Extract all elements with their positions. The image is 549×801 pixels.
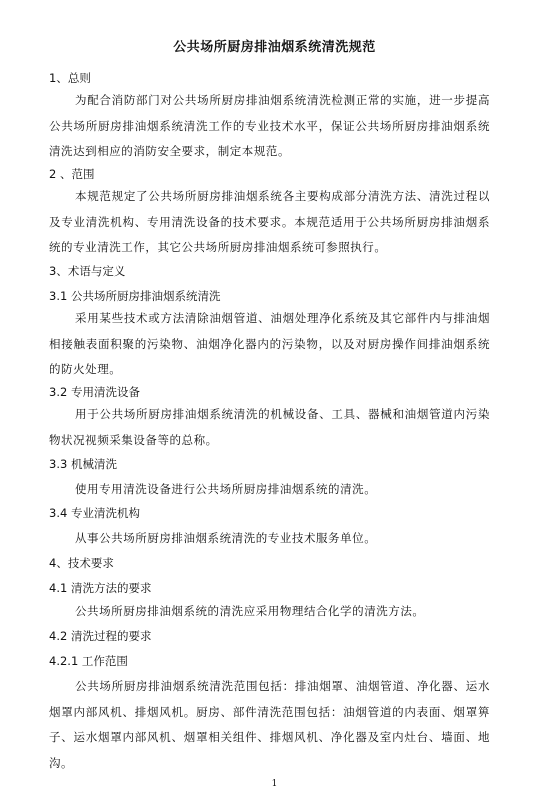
subsection-heading-4-2-1: 4.2.1 工作范围 xyxy=(49,654,128,668)
subsection-paragraph-3-1: 采用某些技术或方法清除油烟管道、油烟处理净化系统及其它部件内与排油烟相接触表面积聚的污染物、油烟净化器内的污染物，以及对厨房操作间排油烟系统的防火处理。 xyxy=(49,311,490,376)
subsection-paragraph-4-1: 公共场所厨房排油烟系统的清洗应采用物理结合化学的清洗方法。 xyxy=(75,604,425,618)
subsection-heading-4-1: 4.1 清洗方法的要求 xyxy=(49,581,152,595)
document-title: 公共场所厨房排油烟系统清洗规范 xyxy=(173,40,376,55)
section-heading-terms: 3、术语与定义 xyxy=(49,264,126,278)
section-heading-scope: 2 、范围 xyxy=(49,167,95,181)
subsection-heading-3-4: 3.4 专业清洗机构 xyxy=(49,506,140,520)
subsection-heading-3-1: 3.1 公共场所厨房排油烟系统清洗 xyxy=(49,289,221,303)
subsection-heading-4-2: 4.2 清洗过程的要求 xyxy=(49,629,152,643)
subsection-paragraph-3-3: 使用专用清洗设备进行公共场所厨房排油烟系统的清洗。 xyxy=(75,482,377,496)
section-heading-technical-requirements: 4、技术要求 xyxy=(49,556,114,570)
subsection-paragraph-4-2-1: 公共场所厨房排油烟系统清洗范围包括：排油烟罩、油烟管道、净化器、运水烟罩内部风机、排烟风机。厨房、部件清洗范围包括：油烟管道的内表面、烟罩箅子、运水烟罩内部风机、烟罩相关组件、排烟风机、净化器及室内灶台、墙面、地沟。 xyxy=(49,679,490,770)
page-number: 1 xyxy=(271,779,278,789)
subsection-heading-3-3: 3.3 机械清洗 xyxy=(49,457,117,471)
section-paragraph-general: 为配合消防部门对公共场所厨房排油烟系统清洗检测正常的实施，进一步提高公共场所厨房排油烟系统清洗工作的专业技术水平，保证公共场所厨房排油烟系统清洗达到相应的消防安全要求，制定本规范。 xyxy=(49,93,490,158)
subsection-paragraph-3-4: 从事公共场所厨房排油烟系统清洗的专业技术服务单位。 xyxy=(75,531,377,545)
section-heading-general: 1、总则 xyxy=(49,71,91,85)
subsection-paragraph-3-2: 用于公共场所厨房排油烟系统清洗的机械设备、工具、器械和油烟管道内污染物状况视频采集设备等的总称。 xyxy=(49,407,490,447)
section-paragraph-scope: 本规范规定了公共场所厨房排油烟系统各主要构成部分清洗方法、清洗过程以及专业清洗机构、专用清洗设备的技术要求。本规范适用于公共场所厨房排油烟系统的专业清洗工作，其它公共场所厨房排油烟系统可参照执行。 xyxy=(49,189,490,254)
subsection-heading-3-2: 3.2 专用清洗设备 xyxy=(49,385,140,399)
